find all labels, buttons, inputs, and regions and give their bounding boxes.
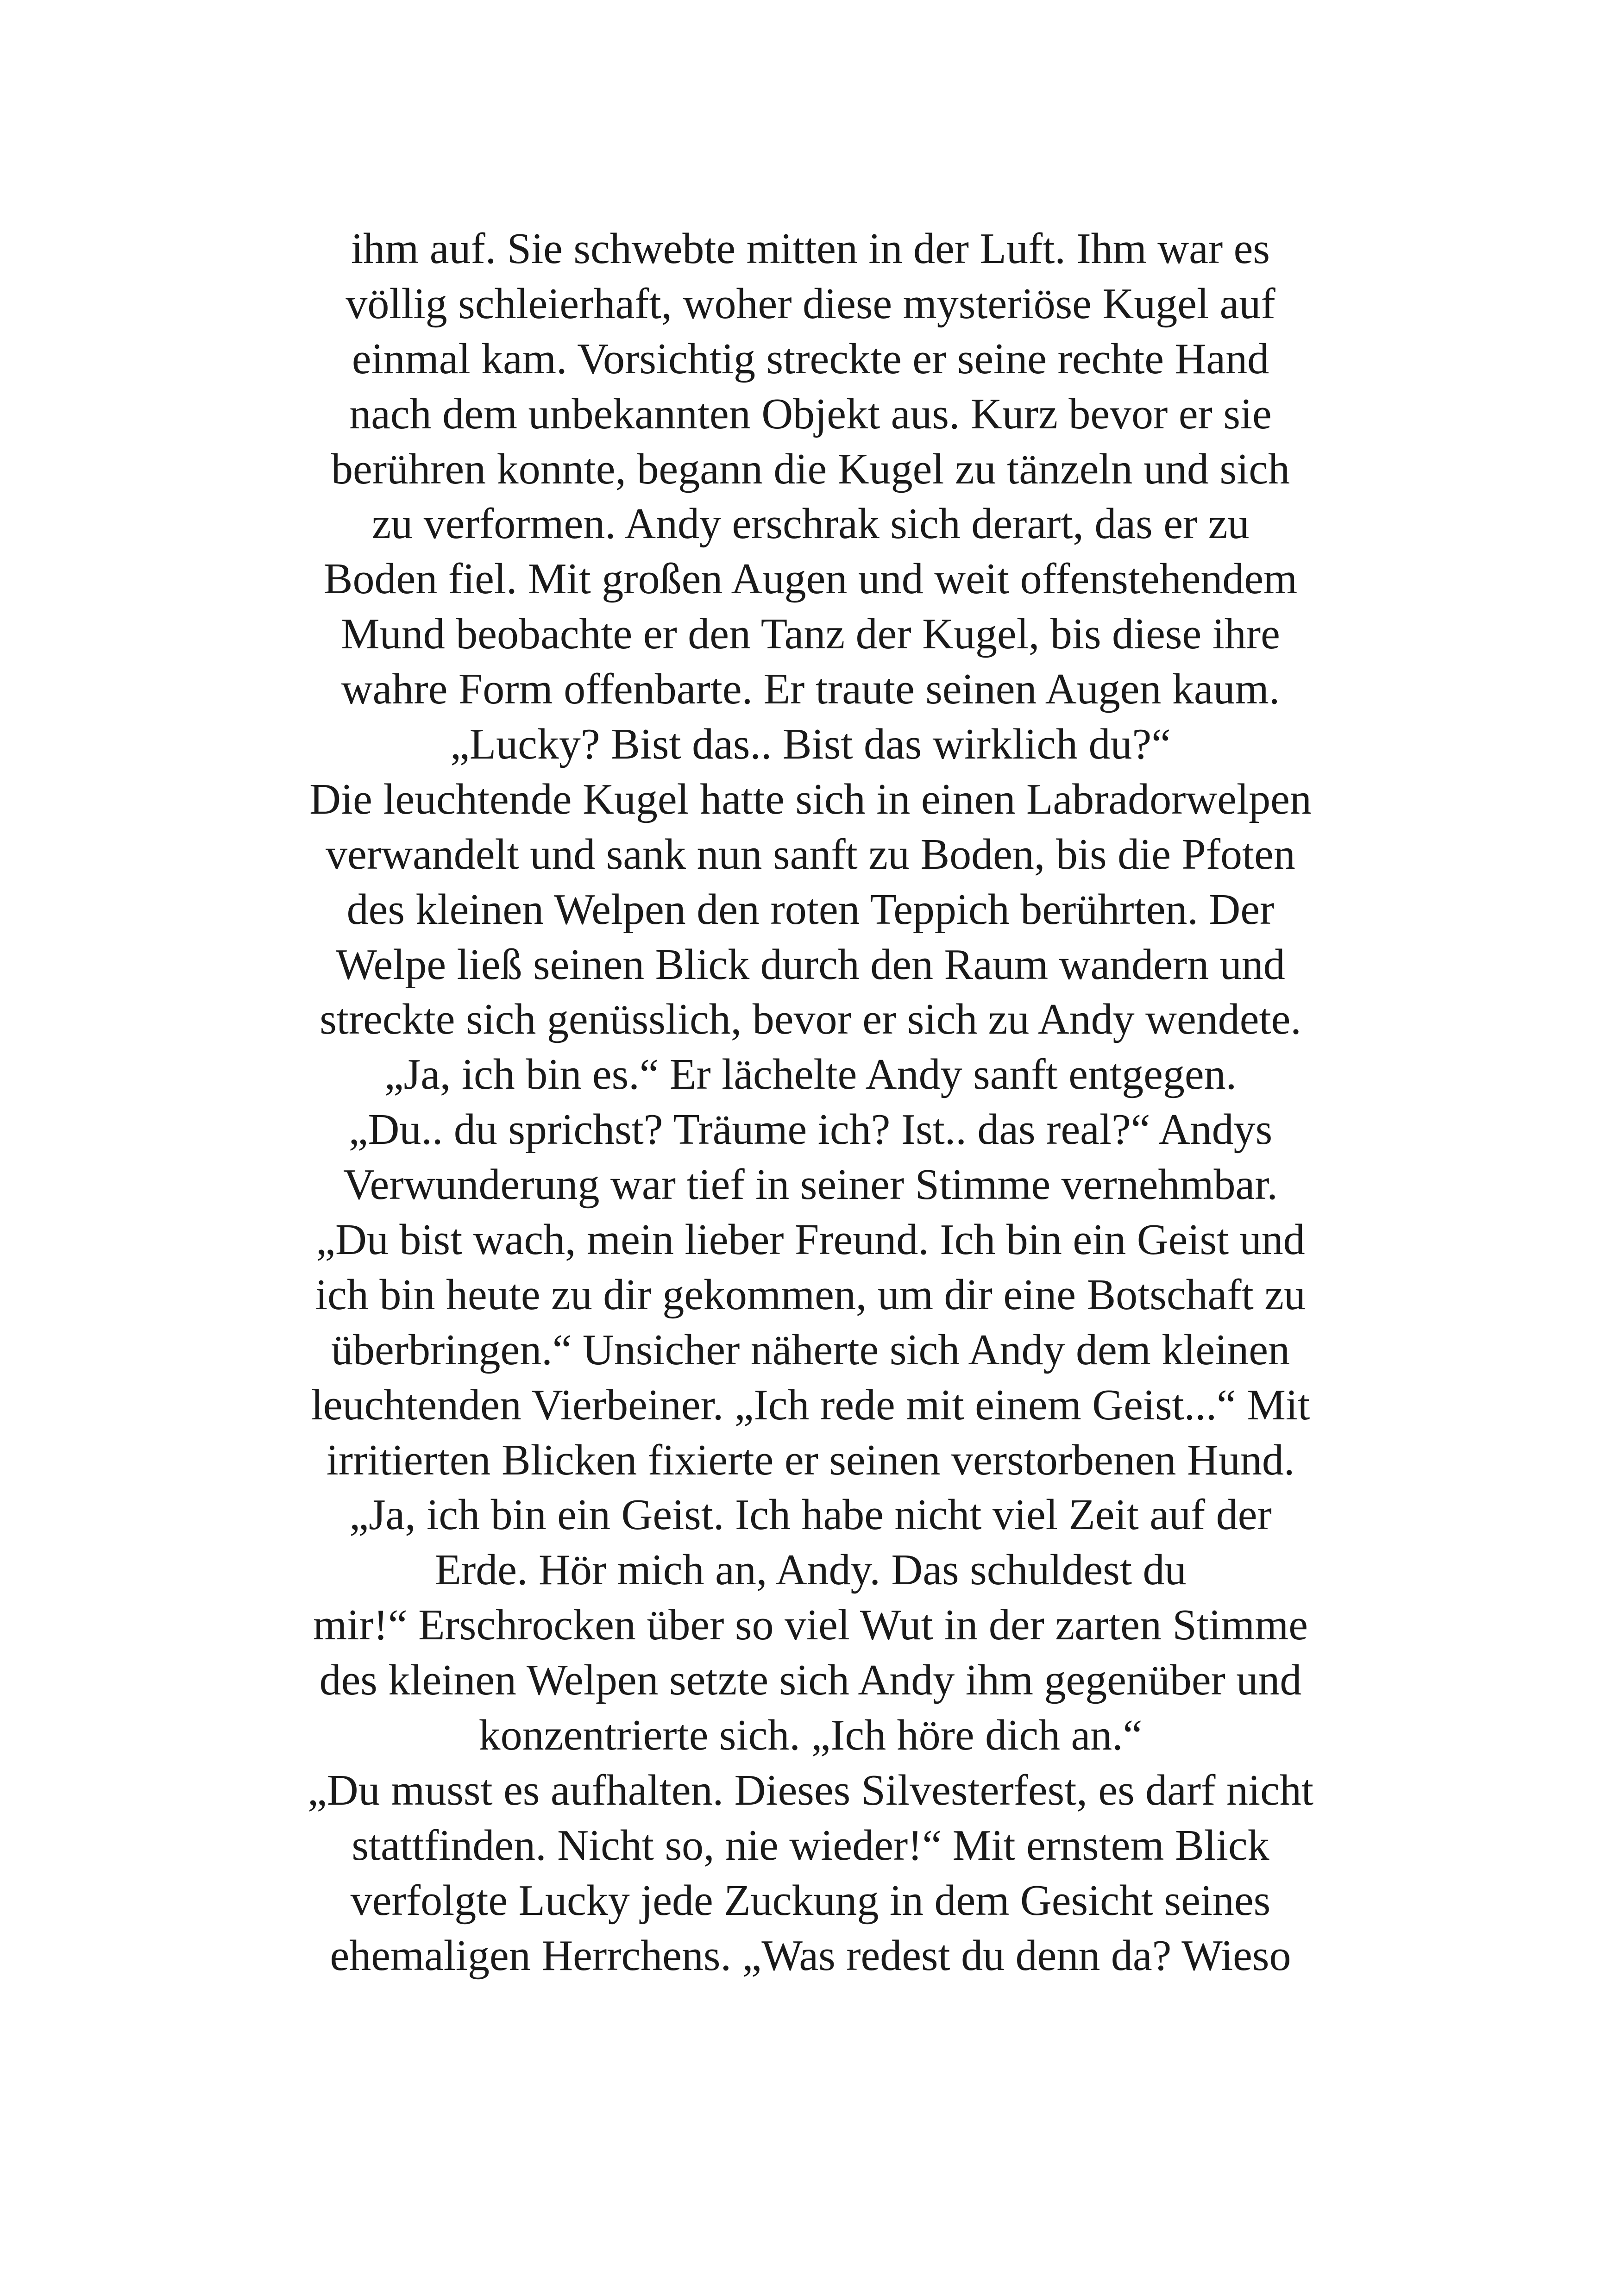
text-line: konzentrierte sich. „Ich höre dich an.“: [478, 1711, 1143, 1760]
text-line: überbringen.“ Unsicher näherte sich Andy dem kleinen: [331, 1325, 1290, 1374]
text-line: streckte sich genüsslich, bevor er sich zu Andy wendete.: [320, 995, 1301, 1044]
text-line: völlig schleierhaft, woher diese mysteriöse Kugel auf: [346, 279, 1275, 328]
text-line: Verwunderung war tief in seiner Stimme vernehmbar.: [343, 1161, 1278, 1209]
text-line: wahre Form offenbarte. Er traute seinen Augen kaum.: [341, 665, 1280, 714]
text-line: Erde. Hör mich an, Andy. Das schuldest du: [434, 1546, 1187, 1594]
text-line: „Du bist wach, mein lieber Freund. Ich bin ein Geist und: [316, 1216, 1305, 1264]
text-line: irritierten Blicken fixierte er seinen verstorbenen Hund.: [326, 1436, 1295, 1484]
text-line: mir!“ Erschrocken über so viel Wut in der zarten Stimme: [313, 1601, 1308, 1650]
text-line: verwandelt und sank nun sanft zu Boden, bis die Pfoten: [326, 830, 1295, 878]
text-line: „Ja, ich bin ein Geist. Ich habe nicht viel Zeit auf der: [349, 1491, 1272, 1539]
text-line: leuchtenden Vierbeiner. „Ich rede mit einem Geist...“ Mit: [311, 1380, 1310, 1429]
text-line: des kleinen Welpen setzte sich Andy ihm gegenüber und: [319, 1656, 1302, 1705]
text-line: stattfinden. Nicht so, nie wieder!“ Mit ernstem Blick: [352, 1821, 1269, 1869]
text-line: des kleinen Welpen den roten Teppich berührten. Der: [346, 885, 1275, 934]
text-line: ehemaligen Herrchens. „Was redest du denn da? Wieso: [330, 1931, 1291, 1980]
text-line: „Du.. du sprichst? Träume ich? Ist.. das real?“ Andys: [348, 1105, 1273, 1154]
text-line: „Ja, ich bin es.“ Er lächelte Andy sanft entgegen.: [384, 1050, 1237, 1099]
text-line: „Lucky? Bist das.. Bist das wirklich du?“: [450, 720, 1171, 769]
text-line: berühren konnte, begann die Kugel zu tänzeln und sich: [331, 445, 1290, 493]
body-text: [139, 221, 1482, 1983]
text-line: Welpe ließ seinen Blick durch den Raum wandern und: [336, 940, 1285, 989]
text-line: einmal kam. Vorsichtig streckte er seine rechte Hand: [352, 334, 1269, 383]
text-line: ich bin heute zu dir gekommen, um dir eine Botschaft zu: [315, 1270, 1306, 1319]
text-line: zu verformen. Andy erschrak sich derart, das er zu: [371, 500, 1250, 548]
text-line: ihm auf. Sie schwebte mitten in der Luft. Ihm war es: [351, 225, 1270, 273]
text-line: Die leuchtende Kugel hatte sich in einen Labradorwelpen: [309, 775, 1312, 823]
text-line: verfolgte Lucky jede Zuckung in dem Gesicht seines: [350, 1876, 1271, 1925]
text-line: „Du musst es aufhalten. Dieses Silvesterfest, es darf nicht: [308, 1766, 1313, 1814]
text-line: Mund beobachte er den Tanz der Kugel, bis diese ihre: [341, 610, 1280, 659]
text-line: nach dem unbekannten Objekt aus. Kurz bevor er sie: [349, 389, 1272, 438]
text-line: Boden fiel. Mit großen Augen und weit offenstehendem: [323, 555, 1298, 603]
